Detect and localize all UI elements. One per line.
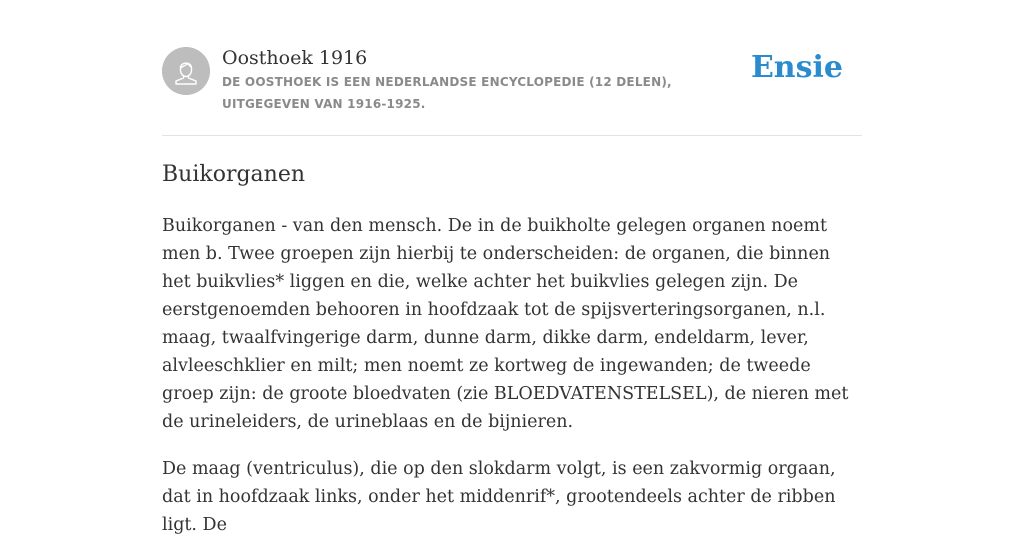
brand-logo[interactable]: Ensie xyxy=(750,50,843,85)
source-description: DE OOSTHOEK IS EEN NEDERLANDSE ENCYCLOPEDIE (12 DELEN), UITGEGEVEN VAN 1916-1925. xyxy=(222,75,672,111)
article-body xyxy=(162,212,862,539)
page-container xyxy=(162,0,862,558)
source-header xyxy=(162,0,862,136)
source-info xyxy=(222,45,762,115)
avatar[interactable] xyxy=(162,47,210,95)
article-paragraph: De maag (ventriculus), die op den slokdarm volgt, is een zakvormig orgaan, dat in hoofdzaak links, onder het middenrif*, grootendeels achter de ribben ligt. De xyxy=(162,459,836,535)
article-paragraph: Buikorganen - van den mensch. De in de buikholte gelegen organen noemt men b. Twee groepen zijn hierbij te onderscheiden: de organen, die binnen het buikvlies* liggen en die, welke achter het buikvlies gelegen zijn. De eerstgenoemden behooren in hoofdzaak tot de spijsverteringsorganen, n.l. maag, twaalfvingerige darm, dunne darm, dikke darm, endeldarm, lever, alvleeschklier en milt; men noemt ze kortweg de ingewanden; de tweede groep zijn: de groote bloedvaten (zie BLOEDVATENSTELSEL), de nieren met de urineleiders, de urineblaas en de bijnieren. xyxy=(162,216,849,432)
user-icon xyxy=(162,47,210,95)
article-title: Buikorganen xyxy=(162,162,306,187)
source-title[interactable]: Oosthoek 1916 xyxy=(222,47,368,69)
